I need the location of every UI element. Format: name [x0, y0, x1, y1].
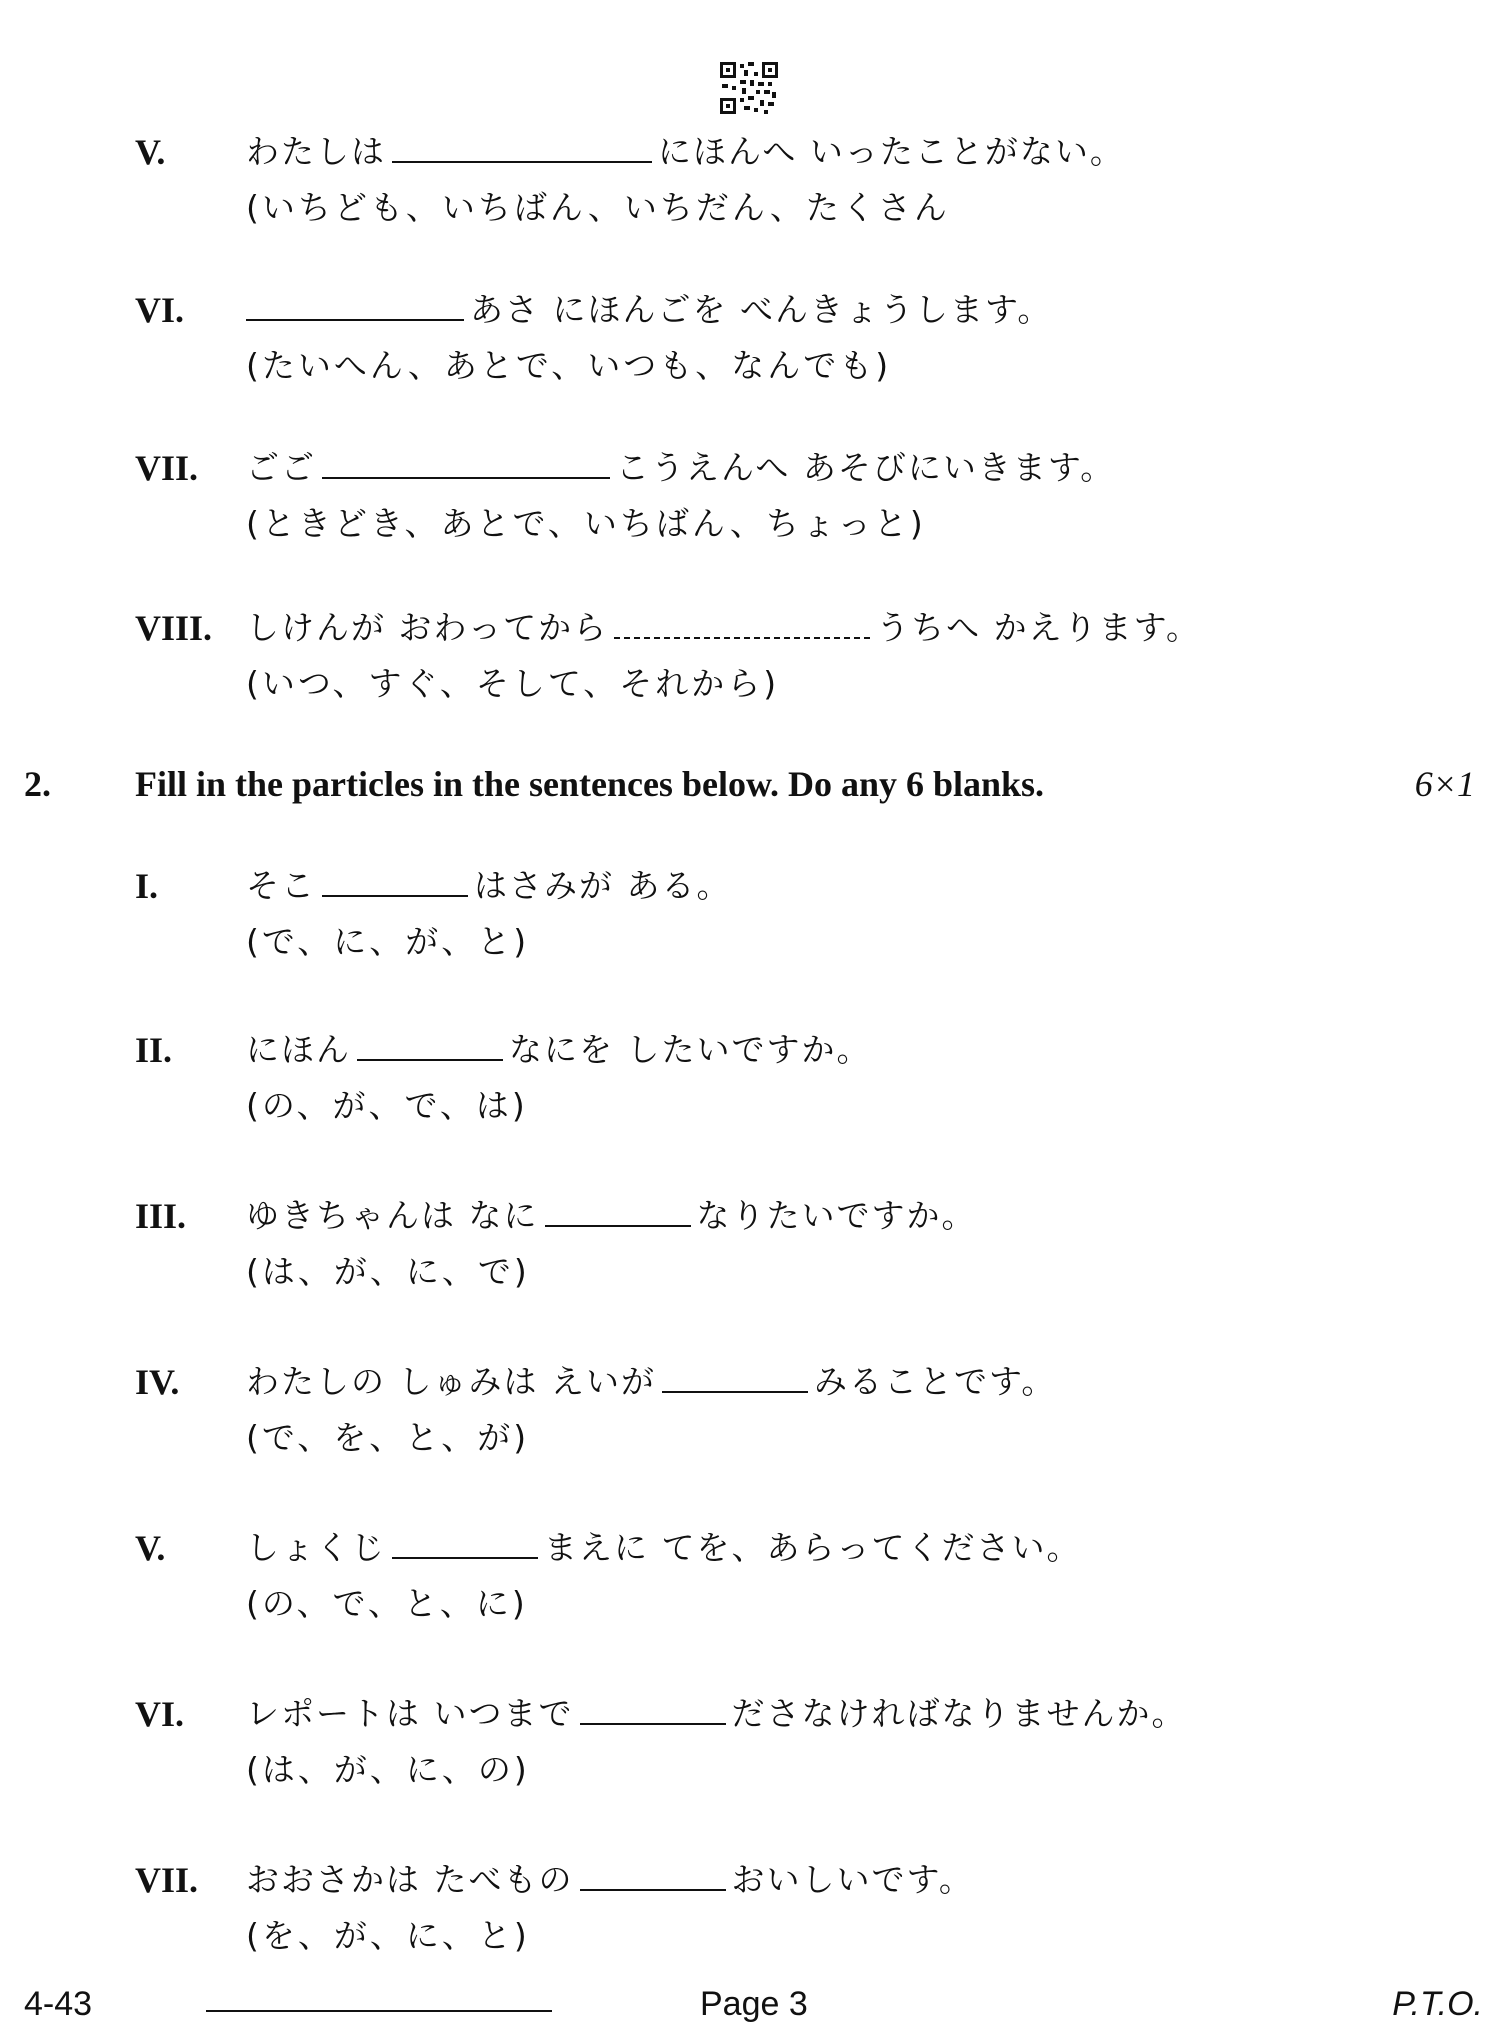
- answer-blank[interactable]: [357, 1029, 503, 1061]
- item-number: VI.: [135, 290, 185, 330]
- item-options: (ときどき、あとで、いちばん、ちょっと): [246, 504, 926, 543]
- answer-blank[interactable]: [246, 289, 464, 321]
- page-number: Page 3: [700, 1985, 808, 2023]
- item-options: (で、を、と、が): [246, 1418, 530, 1457]
- item-options: (は、が、に、の): [246, 1750, 530, 1789]
- item-number: VII.: [135, 1860, 199, 1900]
- item-sentence: レポートは いつまで ださなければなりませんか。: [246, 1694, 1187, 1733]
- item-sentence: おおさかは たべもの おいしいです。: [246, 1860, 974, 1899]
- answer-blank[interactable]: [392, 131, 652, 163]
- item-sentence: あさ にほんごを べんきょうします。: [246, 288, 1052, 332]
- item-sentence: ゆきちゃんは なに なりたいですか。: [246, 1196, 977, 1235]
- item-sentence: ごご こうえんへ あそびにいきます。: [246, 448, 1116, 487]
- paper-code: 4-43: [24, 1985, 93, 2023]
- item-options: (たいへん、あとで、いつも、なんでも): [246, 346, 892, 385]
- item-sentence: にほん なにを したいですか。: [246, 1030, 872, 1069]
- footer-rule: [206, 2010, 552, 2012]
- item-number: I.: [135, 866, 159, 906]
- item-sentence: わたしは にほんへ いったことがない。: [246, 132, 1125, 171]
- question-2-heading: [0, 762, 1505, 812]
- item-number: VII.: [135, 448, 199, 488]
- item-options: (の、で、と、に): [246, 1584, 528, 1623]
- answer-blank[interactable]: [392, 1527, 538, 1559]
- answer-blank[interactable]: [662, 1361, 808, 1393]
- item-options: (いちども、いちばん、いちだん、たくさん: [246, 188, 950, 227]
- item-options: (を、が、に、と): [246, 1916, 530, 1955]
- question-text: Fill in the particles in the sentences below. Do any 6 blanks.: [135, 764, 1045, 804]
- qr-code-icon: [720, 62, 778, 114]
- item-options: (は、が、に、で): [246, 1252, 530, 1291]
- answer-blank[interactable]: [322, 865, 468, 897]
- answer-blank[interactable]: [545, 1195, 691, 1227]
- item-options: (で、に、が、と): [246, 922, 530, 961]
- page-footer: [0, 1982, 1505, 2028]
- item-number: IV.: [135, 1362, 180, 1402]
- item-number: V.: [135, 132, 166, 172]
- item-number: V.: [135, 1528, 166, 1568]
- item-sentence: そこ はさみが ある。: [246, 866, 732, 905]
- answer-blank[interactable]: [322, 447, 610, 479]
- question-marks: 6×1: [1414, 764, 1475, 804]
- item-number: VIII.: [135, 608, 213, 648]
- item-number: II.: [135, 1030, 173, 1070]
- item-sentence: しけんが おわってから うちへ かえります。: [246, 608, 1202, 647]
- item-options: (の、が、で、は): [246, 1086, 528, 1125]
- item-number: VI.: [135, 1694, 185, 1734]
- answer-blank[interactable]: [580, 1693, 726, 1725]
- item-sentence: しょくじ まえに てを、あらってください。: [246, 1528, 1082, 1567]
- item-number: III.: [135, 1196, 187, 1236]
- pto-label: P.T.O.: [1392, 1985, 1483, 2023]
- answer-blank[interactable]: [614, 607, 870, 639]
- question-number: 2.: [24, 764, 51, 804]
- item-options: (いつ、すぐ、そして、それから): [246, 664, 780, 703]
- answer-blank[interactable]: [580, 1859, 726, 1891]
- item-sentence: わたしの しゅみは えいが みることです。: [246, 1362, 1057, 1401]
